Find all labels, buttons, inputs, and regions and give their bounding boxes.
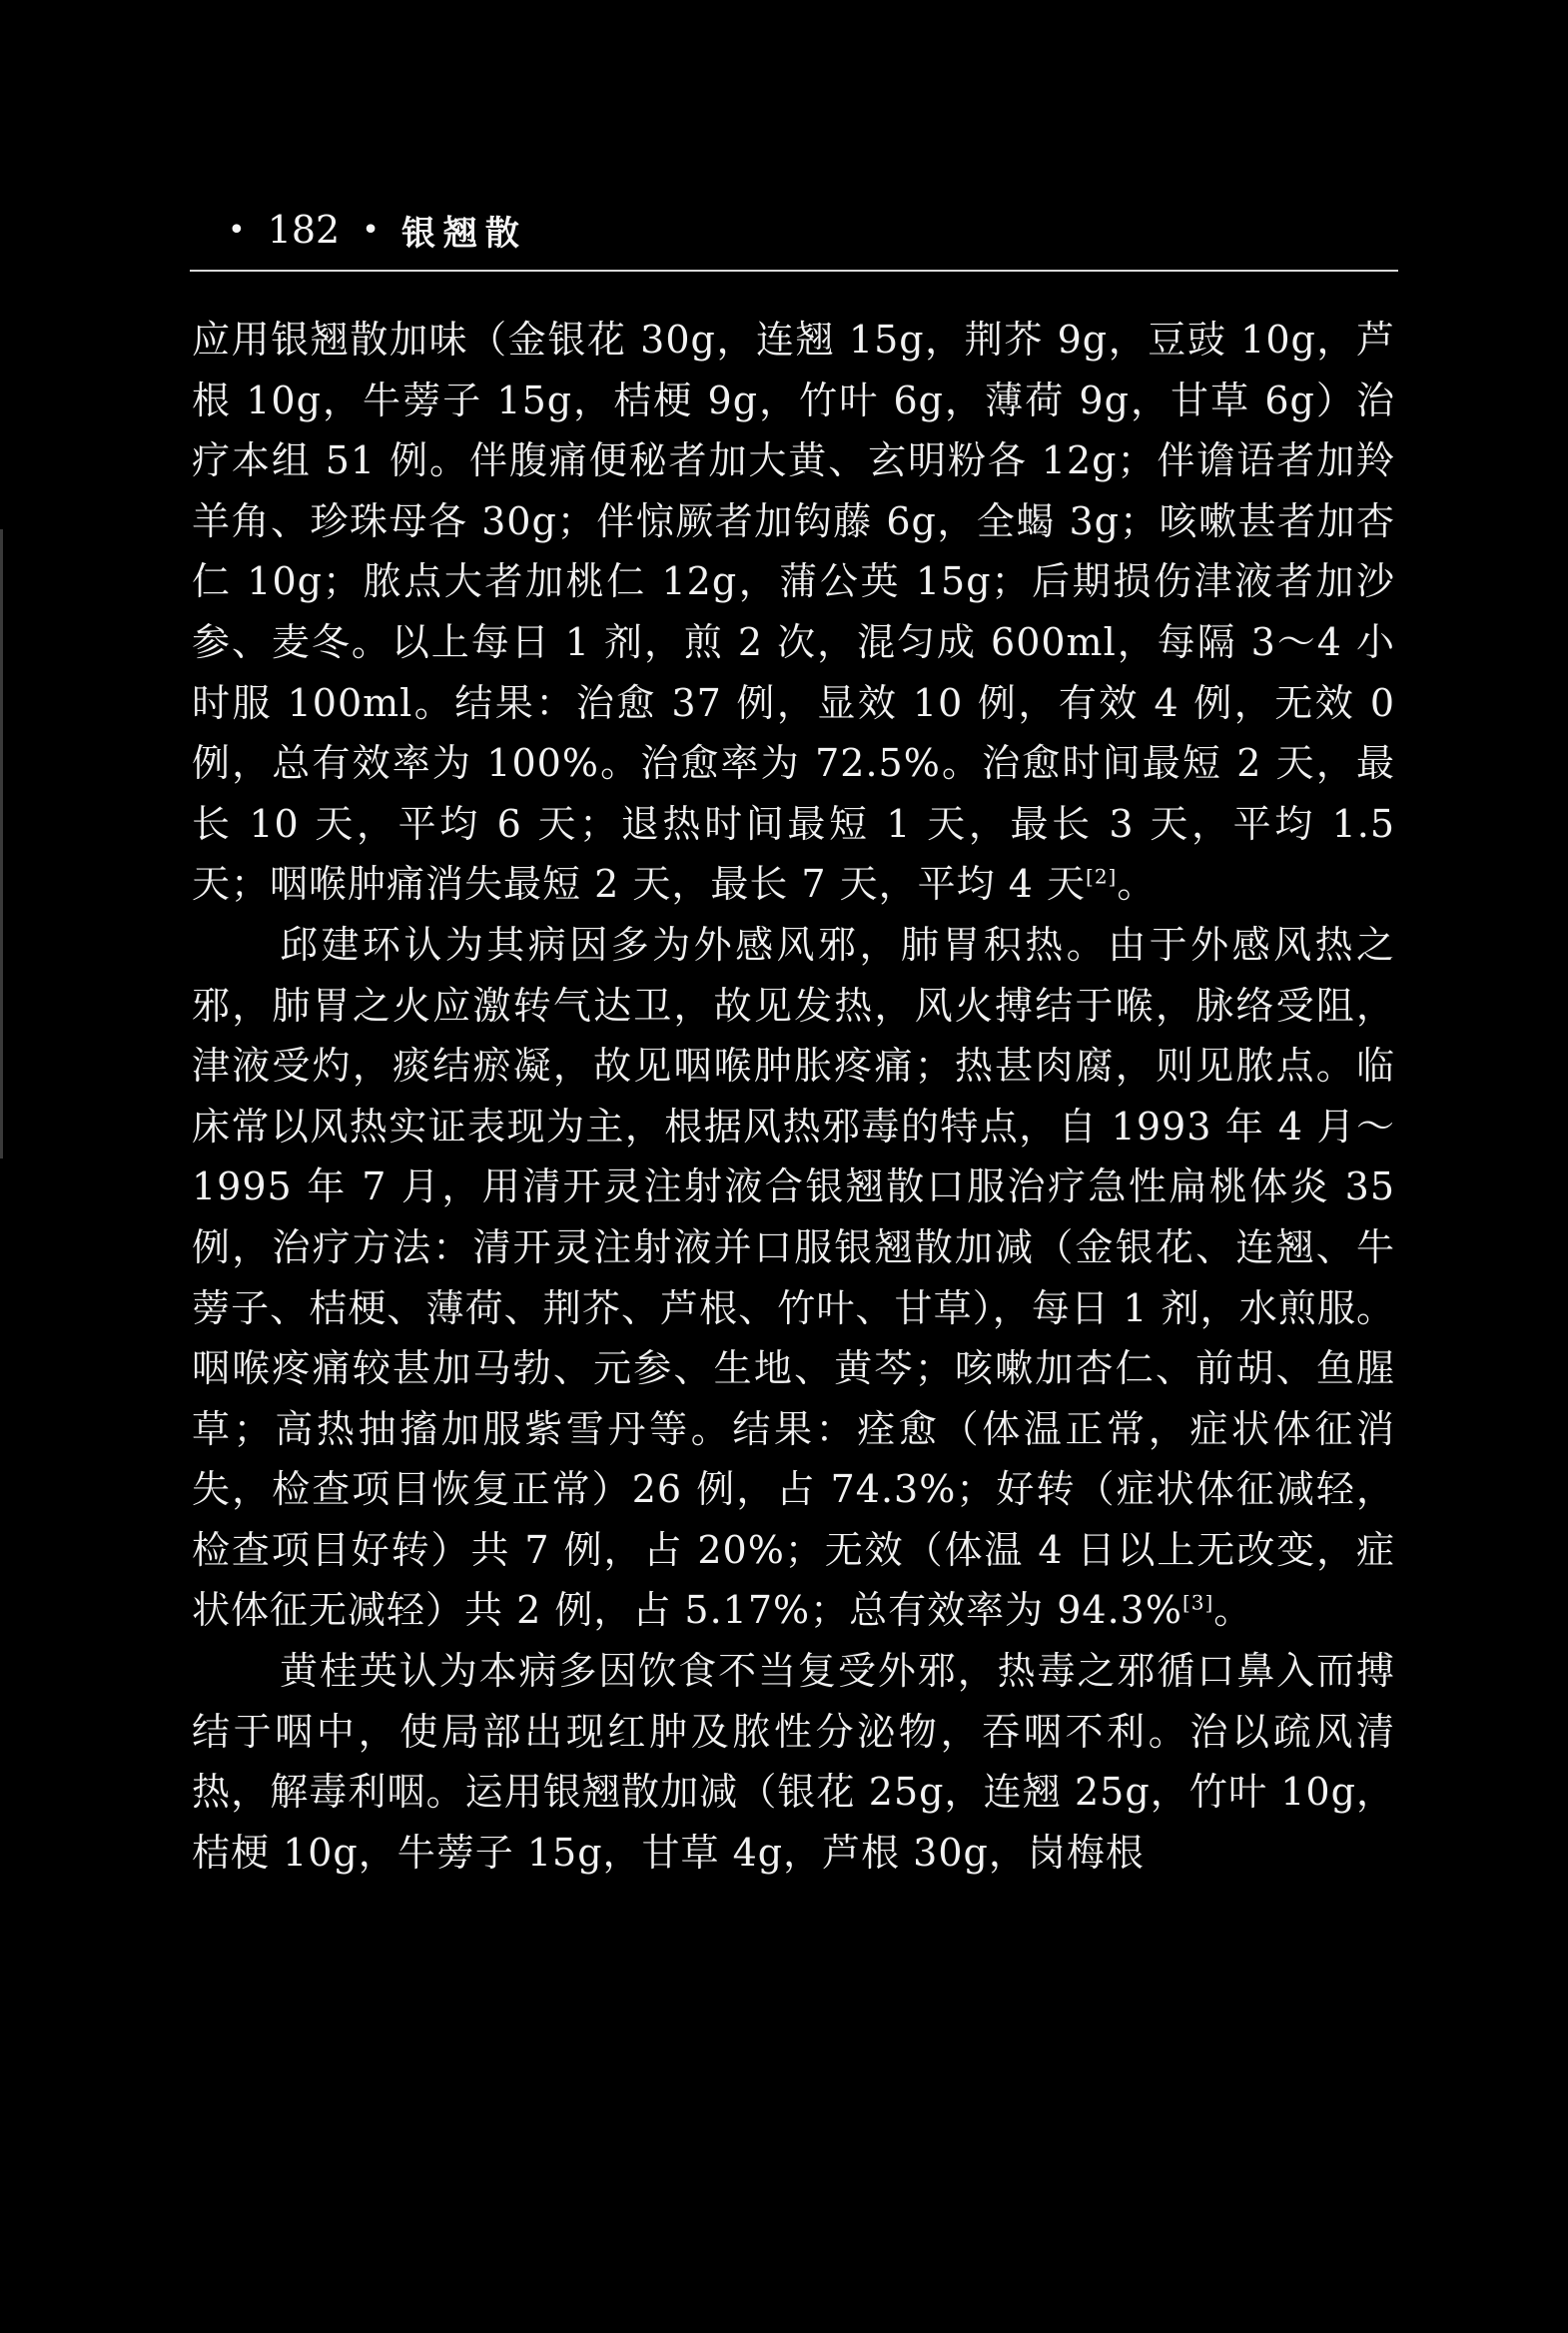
paragraph-text: 黄桂英认为本病多因饮食不当复受外邪，热毒之邪循口鼻入而搏结于咽中，使局部出现红肿及脓性分泌物，吞咽不利。治以疏风清热，解毒利咽。运用银翘散加减（银花 25g，连翘 25g，竹叶 10g，桔梗 10g，牛蒡子 15g，甘草 4g，芦根 30g，岗梅根 — [192, 1649, 1395, 1875]
paragraph-tail: 。 — [1213, 1588, 1253, 1633]
page-number: 182 — [267, 208, 341, 252]
header-rule — [190, 270, 1398, 272]
running-title: 银翘散 — [400, 213, 527, 254]
paragraph-text: 邱建环认为其病因多为外感风邪，肺胃积热。由于外感风热之邪，肺胃之火应激转气达卫，故见发热，风火搏结于喉，脉络受阻，津液受灼，痰结瘀凝，故见咽喉肿胀疼痛；热甚肉腐，则见脓点。临床常以风热实证表现为主，根据风热邪毒的特点，自 1993 年 4 月～1995 年 7 月，用清开灵注射液合银翘散口服治疗急性扁桃体炎 35 例，治疗方法：清开灵注射液并口服银翘散加减（金银花、连翘、牛蒡子、桔梗、薄荷、荆芥、芦根、竹叶、甘草），每日 1 剂，水煎服。咽喉疼痛较甚加马勃、元参、生地、黄芩；咳嗽加杏仁、前胡、鱼腥草；高热抽搐加服紫雪丹等。结果：痊愈（体温正常，症状体征消失，检查项目恢复正常）26 例，占 74.3%；好转（症状体征减轻，检查项目好转）共 7 例，占 20%；无效（体温 4 日以上无改变，症状体征无减轻）共 2 例，占 5.17%；总有效率为 94.3% — [192, 922, 1395, 1633]
running-header — [228, 200, 527, 260]
citation-ref: [2] — [1086, 864, 1118, 889]
paragraph-text: 应用银翘散加味（金银花 30g，连翘 15g，荆芥 9g，豆豉 10g，芦根 10g，牛蒡子 15g，桔梗 9g，竹叶 6g，薄荷 9g，甘草 6g）治疗本组 51 例。伴腹痛便秘者加大黄、玄明粉各 12g；伴谵语者加羚羊角、珍珠母各 30g；伴惊厥者加钩藤 6g，全蝎 3g；咳嗽甚者加杏仁 10g；脓点大者加桃仁 12g，蒲公英 15g；后期损伤津液者加沙参、麦冬。以上每日 1 剂，煎 2 次，混匀成 600ml，每隔 3～4 小时服 100ml。结果：治愈 37 例，显效 10 例，有效 4 例，无效 0 例，总有效率为 100%。治愈率为 72.5%。治愈时间最短 2 天，最长 10 天，平均 6 天；退热时间最短 1 天，最长 3 天，平均 1.5 天；咽喉肿痛消失最短 2 天，最长 7 天，平均 4 天 — [192, 318, 1395, 907]
paragraph-3 — [192, 1641, 1395, 1883]
header-bullet-left: • — [228, 212, 246, 248]
header-bullet-right: • — [362, 212, 380, 248]
paragraph-1 — [192, 310, 1395, 915]
citation-ref: [3] — [1181, 1590, 1214, 1615]
paragraph-tail: 。 — [1117, 862, 1157, 907]
scan-edge-mark — [0, 529, 3, 1159]
body-text — [192, 310, 1395, 1883]
paragraph-2 — [192, 915, 1395, 1641]
